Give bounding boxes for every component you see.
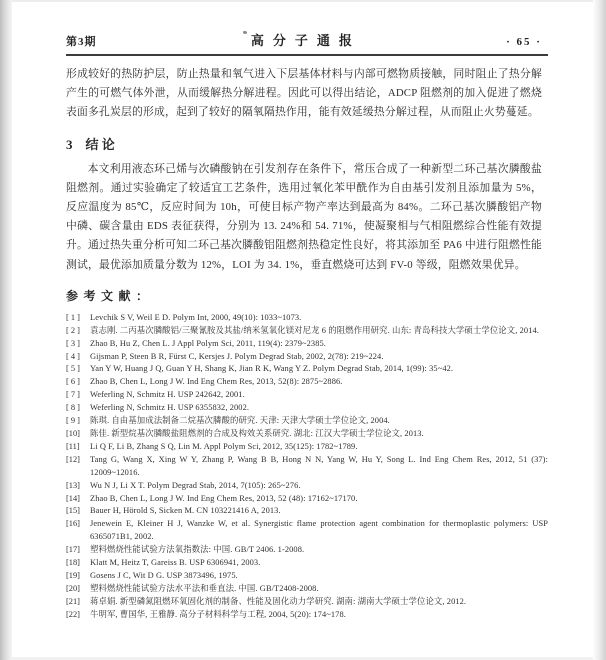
page-content xyxy=(66,30,548,622)
reference-label: [ 4 ] xyxy=(66,351,80,361)
reference-text: Zhao B, Chen L, Long J W. Ind Eng Chem Res, 2013, 52 (48): 17162~17170. xyxy=(90,493,358,503)
reference-text: Weferling N, Schmitz H. USP 6355832, 2002. xyxy=(90,403,250,413)
reference-item xyxy=(66,570,548,583)
reference-label: [14] xyxy=(66,493,80,503)
reference-item xyxy=(66,505,548,518)
reference-label: [ 2 ] xyxy=(66,325,80,335)
section-heading xyxy=(66,134,548,153)
reference-text: Bauer H, Hörold S, Sicken M. CN 103221416 A, 2013. xyxy=(90,506,281,516)
reference-label: [ 1 ] xyxy=(66,312,80,322)
reference-item xyxy=(66,312,548,325)
reference-text: Gijsman P, Steen B R, Fürst C, Kersjes J. Polym Degrad Stab, 2002, 2(78): 219~224. xyxy=(90,351,384,361)
reference-text: Levchik S V, Weil E D. Polym Int, 2000, 49(10): 1033~1073. xyxy=(90,312,302,322)
reference-text: Wu N J, Li X T. Polym Degrad Stab, 2014, 7(105): 265~276. xyxy=(90,480,301,490)
journal-title: 高分子通报 xyxy=(250,33,361,48)
reference-text: Klatt M, Heitz T, Gareiss B. USP 6306941, 2003. xyxy=(90,558,261,568)
reference-text: 塑料燃烧性能试验方法氧指数法: 中国. GB/T 2406. 1-2008. xyxy=(90,545,305,555)
reference-item xyxy=(66,493,548,506)
reference-item xyxy=(66,402,548,415)
reference-item xyxy=(66,338,548,351)
reference-text: Li Q F, Li B, Zhang S Q, Lin M. Appl Polym Sci, 2012, 35(125): 1782~1789. xyxy=(90,441,358,451)
reference-item xyxy=(66,596,548,609)
reference-item xyxy=(66,583,548,596)
reference-item xyxy=(66,609,548,622)
references-heading: 参考文献： xyxy=(66,288,154,303)
reference-text: Jenewein E, Kleiner H J, Wanzke W, et al. Synergistic flame protection agent combination for thermoplastic polymers: USP 6365071B1, 2002. xyxy=(90,519,548,542)
reference-text: 蒋卓娟. 新型磷氮阻燃环氧固化剂的制备、性能及固化动力学研究. 湖南: 湖南大学硕士学位论文, 2012. xyxy=(90,596,467,606)
reference-item xyxy=(66,325,548,338)
reference-item xyxy=(66,441,548,454)
reference-text: 陈佳. 新型烷基次膦酸盐阻燃剂的合成及构效关系研究. 湖北: 江汉大学硕士学位论文, 2013. xyxy=(90,428,424,438)
reference-label: [ 5 ] xyxy=(66,364,80,374)
scan-edge-left xyxy=(0,0,12,660)
reference-text: Zhao B, Hu Z, Chen L. J Appl Polym Sci, 2011, 119(4): 2379~2385. xyxy=(90,338,326,348)
issue-number: 第3期 xyxy=(66,36,97,48)
reference-label: [20] xyxy=(66,583,80,593)
reference-label: [15] xyxy=(66,506,80,516)
reference-text: Yan Y W, Huang J Q, Guan Y H, Shang K, Jian R K, Wang Y Z. Polym Degrad Stab, 2014, 1(99): 35~42. xyxy=(90,364,454,374)
reference-text: 塑料燃烧性能试验方法水平法和垂直法. 中国. GB/T2408-2008. xyxy=(90,583,319,593)
reference-list xyxy=(66,312,548,622)
reference-item xyxy=(66,363,548,376)
reference-item xyxy=(66,351,548,364)
section-title: 结 论 xyxy=(85,136,115,152)
reference-text: Zhao B, Chen L, Long J W. Ind Eng Chem Res, 2013, 52(8): 2875~2886. xyxy=(90,377,343,387)
reference-text: 牛明军, 曹国华, 王雅静. 高分子材料科学与工程, 2004, 5(20): 174~178. xyxy=(90,609,346,619)
body-paragraph-1: 形成较好的热防护层，防止热量和氧气进入下层基体材料与内部可燃物质接触，同时阻止了热分解产生的可燃气体外泄，从而缓解热分解进程。因此可以得出结论，ADCP 阻燃剂的加入促进了燃烧表面多孔炭层的形成，起到了较好的隔氧隔热作用，能有效延缓热分解过程，从而阻止火势蔓延。 xyxy=(66,68,542,119)
reference-label: [ 7 ] xyxy=(66,390,80,400)
reference-text: 袁志刚. 二丙基次膦酸铝/三聚氰胺及其盐/纳米氢氧化镁对尼龙 6 的阻燃作用研究. 山东: 青岛科技大学硕士学位论文, 2014. xyxy=(90,325,539,335)
reference-label: [ 8 ] xyxy=(66,403,80,413)
reference-item xyxy=(66,518,548,544)
scan-edge-right xyxy=(593,0,606,660)
reference-label: [18] xyxy=(66,558,80,568)
running-header xyxy=(66,30,548,56)
reference-label: [12] xyxy=(66,454,80,464)
scan-edge-top xyxy=(12,0,593,2)
reference-item xyxy=(66,376,548,389)
reference-item xyxy=(66,557,548,570)
reference-label: [21] xyxy=(66,596,80,606)
reference-label: [ 9 ] xyxy=(66,416,80,426)
reference-label: [13] xyxy=(66,480,80,490)
reference-label: [17] xyxy=(66,545,80,555)
reference-label: [ 3 ] xyxy=(66,338,80,348)
reference-item xyxy=(66,389,548,402)
reference-label: [ 6 ] xyxy=(66,377,80,387)
reference-text: 陈琪. 自由基加成法制备二烷基次膦酸的研究. 天津: 天津大学硕士学位论文, 2004. xyxy=(90,416,390,426)
reference-item xyxy=(66,544,548,557)
reference-label: [16] xyxy=(66,519,80,529)
reference-item xyxy=(66,480,548,493)
reference-item xyxy=(66,415,548,428)
reference-item xyxy=(66,428,548,441)
reference-item xyxy=(66,454,548,480)
reference-label: [19] xyxy=(66,570,80,580)
page-number: · 65 · xyxy=(506,36,542,48)
reference-text: Tang G, Wang X, Xing W Y, Zhang P, Wang B B, Hong N N, Yang W, Hu Y, Song L. Ind Eng Chem Res, 2012, 51 (37): 12009~12016. xyxy=(90,454,548,477)
section-number: 3 xyxy=(66,136,73,152)
reference-text: Gosens J C, Wit D G. USP 3873496, 1975. xyxy=(90,570,238,580)
reference-label: [10] xyxy=(66,428,80,438)
body-paragraph-2: 本文利用液态环己烯与次磷酸钠在引发剂存在条件下，常压合成了一种新型二环己基次膦酸盐阻燃剂。通过实验确定了较适宜工艺条件，选用过氧化苯甲酰作为自由基引发剂且添加量为 5%，反应温度为 85℃，反应时间为 10h，可使目标产物产率达到最高为 84%。二环己基次膦酸铝产物中磷、碳含量由 EDS 表征获得，分别为 13. 24%和 54. 71%，使凝聚相与气相阻燃综合性能有效提升。通过热失重分析可知二环己基次膦酸铝阻燃剂热稳定性良好，将其添加至 PA6 中进行阻燃性能测试，最优添加质量分数为 12%，LOI 为 34. 1%，垂直燃烧可达到 FV-0 等级，阻燃效果优异。 xyxy=(66,162,542,271)
reference-label: [11] xyxy=(66,441,80,451)
reference-label: [22] xyxy=(66,609,80,619)
reference-text: Weferling N, Schmitz H. USP 242642, 2001. xyxy=(90,390,245,400)
